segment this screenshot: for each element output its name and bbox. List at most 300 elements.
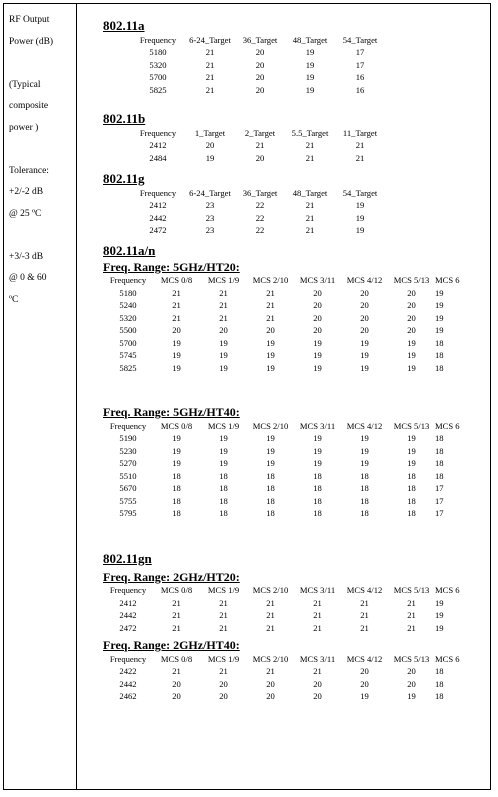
column-header: MCS 1/9 — [207, 420, 240, 431]
power-cell: 20 — [313, 312, 322, 323]
power-cell: 21 — [360, 622, 369, 633]
power-cell: 19 — [313, 458, 322, 469]
table-row — [131, 84, 385, 97]
power-cell: 19 — [219, 458, 228, 469]
power-cell: 19 — [172, 362, 181, 373]
power-cell: 19 — [435, 287, 444, 298]
column-header: MCS 2/10 — [252, 585, 289, 595]
column-header: MCS 1/9 — [207, 653, 240, 664]
frequency-cell: 5745 — [119, 350, 137, 361]
power-cell: 18 — [435, 666, 444, 677]
frequency-cell: 2412 — [149, 140, 167, 151]
power-cell: 18 — [435, 678, 444, 689]
power-cell: 21 — [219, 610, 228, 621]
power-cell: 19 — [407, 337, 416, 348]
power-cell: 20 — [172, 691, 181, 702]
power-cell: 21 — [305, 200, 315, 211]
power-cell: 19 — [219, 350, 228, 361]
power-cell: 20 — [266, 691, 275, 702]
power-cell: 19 — [305, 47, 315, 58]
table-row — [103, 457, 460, 470]
column-header: MCS 5/13 — [393, 585, 430, 595]
frequency-cell: 2462 — [119, 691, 137, 702]
table-row — [103, 349, 460, 362]
power-table — [131, 126, 385, 164]
power-cell: 19 — [360, 362, 369, 373]
power-cell: 19 — [266, 362, 275, 373]
frequency-cell: 5825 — [149, 84, 167, 95]
power-cell: 20 — [407, 312, 416, 323]
power-cell: 18 — [219, 470, 228, 481]
section-80211g — [103, 171, 491, 237]
power-cell: 21 — [355, 140, 365, 151]
frequency-cell: 5500 — [119, 325, 137, 336]
power-cell: 19 — [266, 445, 275, 456]
column-header: MCS 6 — [435, 275, 460, 285]
power-cell: 23 — [205, 200, 215, 211]
power-cell: 21 — [360, 597, 369, 608]
column-header: MCS 3/11 — [299, 585, 336, 595]
power-cell: 18 — [435, 470, 444, 481]
power-cell: 18 — [313, 508, 322, 519]
power-cell: 19 — [313, 433, 322, 444]
label-line — [9, 139, 73, 161]
power-cell: 21 — [360, 610, 369, 621]
power-cell: 19 — [435, 622, 444, 633]
table-row — [103, 597, 460, 610]
power-cell: 20 — [360, 300, 369, 311]
power-cell: 20 — [172, 678, 181, 689]
label-line: (Typical — [9, 79, 41, 90]
frequency-cell: 2442 — [119, 678, 137, 689]
column-header: MCS 5/13 — [393, 420, 430, 431]
label-line: Power (dB) — [9, 36, 54, 47]
power-cell: 21 — [219, 312, 228, 323]
power-cell: 18 — [435, 433, 444, 444]
power-cell: 21 — [255, 140, 265, 151]
frequency-cell: 2442 — [119, 610, 137, 621]
section-80211gn — [103, 551, 491, 703]
power-cell: 18 — [435, 691, 444, 702]
power-cell: 19 — [172, 433, 181, 444]
power-cell: 20 — [407, 666, 416, 677]
frequency-cell: 2442 — [149, 212, 167, 223]
power-cell: 19 — [407, 458, 416, 469]
power-cell: 18 — [266, 495, 275, 506]
power-cell: 19 — [266, 458, 275, 469]
power-table — [131, 33, 385, 96]
power-table — [131, 186, 385, 237]
power-cell: 18 — [435, 362, 444, 373]
power-cell: 19 — [360, 445, 369, 456]
label-line — [9, 225, 73, 247]
power-cell: 21 — [305, 140, 315, 151]
power-table — [103, 274, 460, 375]
column-header: 54_Target — [342, 34, 378, 45]
frequency-cell: 2472 — [149, 225, 167, 236]
power-table — [103, 419, 460, 520]
power-cell: 19 — [313, 445, 322, 456]
table-row — [103, 507, 460, 520]
power-cell: 18 — [219, 495, 228, 506]
power-cell: 21 — [172, 666, 181, 677]
table-row — [131, 139, 385, 152]
table-row — [103, 470, 460, 483]
power-cell: 18 — [266, 508, 275, 519]
table-row — [131, 224, 385, 237]
frequency-cell: 5230 — [119, 445, 137, 456]
column-header: MCS 1/9 — [207, 275, 240, 285]
column-header: MCS 2/10 — [252, 275, 289, 285]
power-cell: 21 — [205, 59, 215, 70]
section-80211a — [103, 18, 491, 96]
power-cell: 18 — [360, 508, 369, 519]
table-row — [103, 445, 460, 458]
power-cell: 19 — [355, 200, 365, 211]
power-cell: 21 — [313, 622, 322, 633]
label-line: Tolerance: — [9, 165, 49, 176]
power-cell: 18 — [435, 350, 444, 361]
column-header: Frequency — [109, 420, 147, 431]
label-column — [9, 10, 73, 311]
power-cell: 21 — [266, 610, 275, 621]
power-cell: 21 — [313, 666, 322, 677]
column-header: MCS 4/12 — [346, 420, 383, 431]
frequency-cell: 5700 — [149, 72, 167, 83]
column-header: Frequency — [139, 187, 177, 198]
power-cell: 22 — [255, 212, 265, 223]
column-divider — [76, 4, 77, 789]
column-header: 11_Target — [342, 127, 378, 138]
power-cell: 19 — [266, 433, 275, 444]
power-cell: 18 — [172, 508, 181, 519]
column-header: MCS 3/11 — [299, 275, 336, 285]
power-cell: 18 — [313, 470, 322, 481]
power-cell: 21 — [266, 597, 275, 608]
power-cell: 16 — [355, 84, 365, 95]
table-header-row — [103, 274, 460, 287]
power-cell: 18 — [313, 483, 322, 494]
table-row — [103, 312, 460, 325]
power-cell: 18 — [407, 508, 416, 519]
column-header: 6-24_Target — [189, 187, 231, 198]
table-row — [131, 199, 385, 212]
power-cell: 21 — [205, 84, 215, 95]
section-title: 802.11b — [103, 111, 146, 126]
power-cell: 18 — [435, 458, 444, 469]
power-cell: 19 — [205, 152, 215, 163]
power-cell: 23 — [205, 212, 215, 223]
table-row — [131, 46, 385, 59]
power-cell: 21 — [266, 312, 275, 323]
power-cell: 18 — [172, 470, 181, 481]
power-cell: 20 — [172, 325, 181, 336]
frequency-cell: 5320 — [149, 59, 167, 70]
column-header: MCS 4/12 — [346, 275, 383, 285]
power-cell: 19 — [219, 337, 228, 348]
power-cell: 19 — [360, 458, 369, 469]
table-row — [131, 59, 385, 72]
column-header: MCS 3/11 — [299, 653, 336, 664]
column-header: MCS 6 — [435, 653, 460, 664]
column-header: MCS 0/8 — [160, 420, 193, 431]
power-cell: 18 — [407, 483, 416, 494]
table-subtitle: Freq. Range: 5GHz/HT20: — [103, 259, 240, 274]
power-cell: 21 — [219, 666, 228, 677]
power-cell: 20 — [255, 59, 265, 70]
power-cell: 19 — [266, 350, 275, 361]
column-header: MCS 0/8 — [160, 653, 193, 664]
table-row — [103, 362, 460, 375]
table-row — [103, 690, 460, 703]
power-cell: 20 — [407, 287, 416, 298]
power-cell: 19 — [435, 597, 444, 608]
power-cell: 20 — [360, 678, 369, 689]
table-row — [131, 71, 385, 84]
label-line: +2/-2 dB — [9, 187, 44, 197]
table-row — [103, 299, 460, 312]
label-line: composite — [9, 101, 49, 111]
column-header: Frequency — [139, 127, 177, 138]
table-row — [103, 337, 460, 350]
column-header: 48_Target — [292, 34, 328, 45]
table-frame — [3, 3, 491, 790]
power-cell: 20 — [255, 152, 265, 163]
column-header: MCS 6 — [435, 420, 460, 431]
table-row — [103, 482, 460, 495]
table-header-row — [103, 652, 460, 665]
column-header: 48_Target — [292, 187, 328, 198]
section-title: 802.11a/n — [103, 242, 156, 258]
power-cell: 19 — [305, 59, 315, 70]
power-cell: 19 — [435, 610, 444, 621]
power-cell: 20 — [360, 666, 369, 677]
power-cell: 21 — [407, 610, 416, 621]
column-header: Frequency — [109, 653, 147, 664]
frequency-cell: 5510 — [119, 470, 137, 481]
column-header: 36_Target — [242, 34, 278, 45]
power-cell: 20 — [407, 325, 416, 336]
power-cell: 21 — [172, 300, 181, 311]
power-cell: 19 — [407, 691, 416, 702]
power-cell: 19 — [360, 337, 369, 348]
power-cell: 17 — [355, 47, 365, 58]
frequency-cell: 2412 — [119, 597, 137, 608]
label-line: RF Output — [9, 15, 50, 25]
power-cell: 20 — [266, 325, 275, 336]
label-line: @ 0 & 60 — [9, 273, 47, 283]
power-cell: 21 — [219, 597, 228, 608]
power-cell: 22 — [255, 200, 265, 211]
power-cell: 20 — [219, 325, 228, 336]
frequency-cell: 5270 — [119, 458, 137, 469]
power-cell: 19 — [435, 325, 444, 336]
power-cell: 20 — [313, 325, 322, 336]
power-cell: 20 — [255, 84, 265, 95]
label-line: power ) — [9, 122, 39, 133]
power-cell: 19 — [313, 362, 322, 373]
column-header: 2_Target — [244, 127, 276, 138]
frequency-cell: 5755 — [119, 495, 137, 506]
column-header: Frequency — [139, 34, 177, 45]
frequency-cell: 5670 — [119, 483, 137, 494]
power-cell: 19 — [360, 433, 369, 444]
section-title: 802.11a — [103, 18, 145, 33]
column-header: 5.5_Target — [291, 127, 329, 138]
power-cell: 21 — [205, 72, 215, 83]
power-cell: 21 — [172, 287, 181, 298]
frequency-cell: 2422 — [119, 666, 137, 677]
table-row — [103, 622, 460, 635]
power-cell: 18 — [172, 483, 181, 494]
column-header: MCS 4/12 — [346, 585, 383, 595]
section-80211b — [103, 111, 491, 164]
power-cell: 21 — [172, 622, 181, 633]
frequency-cell: 2472 — [119, 622, 137, 633]
table-row — [103, 609, 460, 622]
table-row — [103, 495, 460, 508]
power-cell: 18 — [435, 445, 444, 456]
label-line: @ 25 ºC — [9, 208, 42, 219]
power-cell: 21 — [305, 212, 315, 223]
column-header: Frequency — [109, 585, 147, 595]
power-cell: 21 — [172, 610, 181, 621]
table-row — [103, 678, 460, 691]
column-header: MCS 1/9 — [207, 585, 240, 595]
power-cell: 19 — [355, 212, 365, 223]
column-header: 6-24_Target — [189, 34, 231, 45]
frequency-cell: 5190 — [119, 433, 137, 444]
power-cell: 21 — [355, 152, 365, 163]
power-cell: 18 — [313, 495, 322, 506]
column-header: MCS 5/13 — [393, 653, 430, 664]
power-cell: 19 — [407, 362, 416, 373]
section-title: 802.11gn — [103, 550, 152, 566]
table-subtitle: Freq. Range: 2GHz/HT20: — [103, 569, 240, 584]
power-cell: 18 — [360, 495, 369, 506]
column-header: MCS 6 — [435, 585, 460, 595]
table-header-row — [131, 126, 385, 139]
table-row — [103, 287, 460, 300]
frequency-cell: 5700 — [119, 337, 137, 348]
power-cell: 18 — [266, 483, 275, 494]
power-cell: 20 — [360, 287, 369, 298]
table-header-row — [131, 33, 385, 46]
power-cell: 21 — [205, 47, 215, 58]
column-header: MCS 5/13 — [393, 275, 430, 285]
column-header: 54_Target — [342, 187, 378, 198]
table-subtitle: Freq. Range: 2GHz/HT40: — [103, 638, 240, 652]
power-cell: 21 — [266, 300, 275, 311]
power-cell: 20 — [407, 300, 416, 311]
column-header: MCS 2/10 — [252, 653, 289, 664]
power-cell: 21 — [313, 610, 322, 621]
power-table — [103, 652, 460, 703]
power-cell: 19 — [172, 350, 181, 361]
power-cell: 19 — [360, 691, 369, 702]
column-header: MCS 0/8 — [160, 585, 193, 595]
power-cell: 19 — [172, 458, 181, 469]
power-cell: 21 — [305, 152, 315, 163]
power-cell: 19 — [313, 350, 322, 361]
column-header: Frequency — [109, 275, 147, 285]
column-header: MCS 4/12 — [346, 653, 383, 664]
label-line — [9, 53, 73, 75]
power-cell: 21 — [219, 622, 228, 633]
power-cell: 20 — [219, 691, 228, 702]
section-title: 802.11g — [103, 171, 145, 186]
table-subtitle: Freq. Range: 5GHz/HT40: — [103, 405, 240, 419]
power-cell: 20 — [360, 312, 369, 323]
power-table — [103, 584, 460, 635]
frequency-cell: 5795 — [119, 508, 137, 519]
spec-column — [103, 12, 491, 703]
power-cell: 19 — [219, 433, 228, 444]
power-cell: 18 — [219, 508, 228, 519]
power-cell: 19 — [172, 445, 181, 456]
power-cell: 18 — [407, 495, 416, 506]
power-cell: 20 — [255, 47, 265, 58]
frequency-cell: 5180 — [149, 47, 167, 58]
power-cell: 21 — [219, 300, 228, 311]
power-cell: 20 — [313, 287, 322, 298]
power-cell: 21 — [305, 225, 315, 236]
table-row — [103, 665, 460, 678]
power-cell: 19 — [305, 84, 315, 95]
table-row — [103, 432, 460, 445]
power-cell: 18 — [266, 470, 275, 481]
power-cell: 16 — [355, 72, 365, 83]
power-cell: 21 — [313, 597, 322, 608]
frequency-cell: 5825 — [119, 362, 137, 373]
power-cell: 20 — [313, 300, 322, 311]
label-line: ºC — [9, 294, 19, 305]
power-cell: 20 — [407, 678, 416, 689]
power-cell: 19 — [172, 337, 181, 348]
power-cell: 19 — [435, 300, 444, 311]
power-cell: 21 — [266, 666, 275, 677]
column-header: 36_Target — [242, 187, 278, 198]
power-cell: 17 — [355, 59, 365, 70]
power-cell: 18 — [407, 470, 416, 481]
power-cell: 20 — [219, 678, 228, 689]
column-header: MCS 0/8 — [160, 275, 193, 285]
table-header-row — [131, 186, 385, 199]
power-cell: 20 — [255, 72, 265, 83]
power-cell: 19 — [305, 72, 315, 83]
table-row — [131, 212, 385, 225]
power-cell: 20 — [266, 678, 275, 689]
column-header: 1_Target — [194, 127, 226, 138]
power-cell: 17 — [435, 483, 444, 494]
power-cell: 19 — [407, 433, 416, 444]
frequency-cell: 5320 — [119, 312, 137, 323]
power-cell: 19 — [219, 362, 228, 373]
power-cell: 18 — [435, 337, 444, 348]
table-header-row — [103, 584, 460, 597]
power-cell: 19 — [360, 350, 369, 361]
power-cell: 18 — [360, 483, 369, 494]
power-cell: 20 — [205, 140, 215, 151]
section-80211an — [103, 243, 491, 520]
power-cell: 21 — [407, 622, 416, 633]
power-cell: 17 — [435, 508, 444, 519]
power-cell: 19 — [407, 445, 416, 456]
column-header: MCS 3/11 — [299, 420, 336, 431]
power-cell: 21 — [407, 597, 416, 608]
power-cell: 19 — [407, 350, 416, 361]
table-row — [103, 324, 460, 337]
